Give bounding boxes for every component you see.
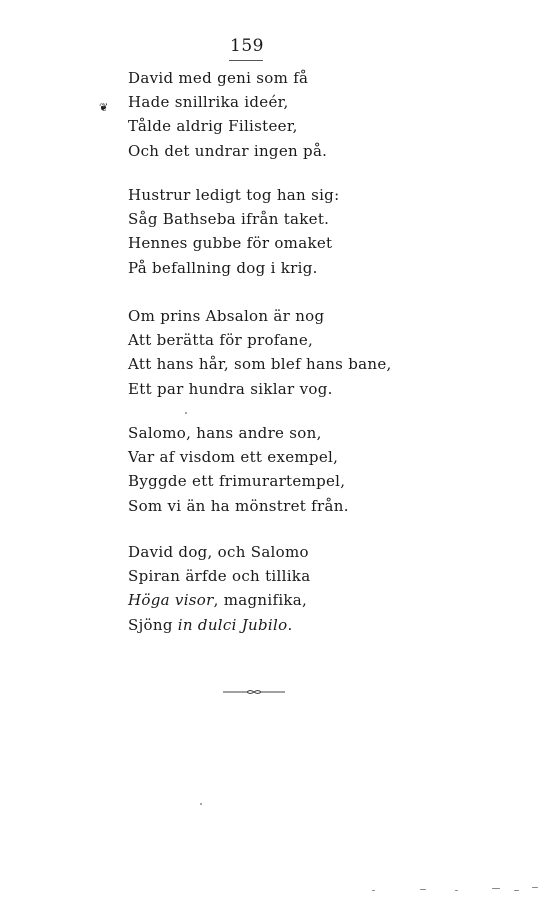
- verse-line: Var af visdom ett exempel,: [128, 448, 339, 467]
- paper-speck: [185, 412, 187, 414]
- verse-line: Spiran ärfde och tillika: [128, 567, 311, 586]
- page-number-underline: [229, 60, 263, 61]
- verse-line: Salomo, hans andre son,: [128, 424, 322, 442]
- paper-speck: [492, 888, 500, 889]
- verse-line: Hade snillrika ideér,: [128, 93, 289, 112]
- verse-line: Hustrur ledigt tog han sig:: [128, 186, 340, 204]
- verse-line: Tålde aldrig Filisteer,: [128, 117, 298, 136]
- verse-line: Ett par hundra siklar vog.: [128, 379, 333, 398]
- italic-phrase: in dulci Jubilo: [177, 615, 288, 634]
- verse-line-start: Sjöng: [128, 615, 178, 634]
- verse-line: Att hans hår, som blef hans bane,: [128, 355, 392, 374]
- margin-ornament: ❦: [99, 101, 109, 114]
- end-ornament-rule: [223, 689, 285, 695]
- verse-line: David dog, och Salomo: [128, 543, 309, 561]
- verse-line: Byggde ett frimurartempel,: [128, 472, 346, 491]
- stanza-2: [128, 183, 339, 280]
- verse-line-rest: , magnifika,: [213, 591, 308, 610]
- paper-speck: [532, 887, 538, 888]
- stanza-4: [128, 421, 349, 518]
- verse-line: David med geni som få: [128, 69, 309, 87]
- stanza-1: [128, 66, 327, 163]
- paper-speck: [372, 890, 375, 891]
- verse-line: [128, 613, 310, 637]
- stanza-3: [128, 304, 392, 401]
- verse-line: Om prins Absalon är nog: [128, 307, 325, 325]
- paper-speck: [514, 890, 519, 891]
- verse-line-end: .: [287, 615, 293, 634]
- stanza-5: [128, 540, 310, 637]
- verse-line: Att berätta för profane,: [128, 331, 314, 350]
- paper-speck: [420, 889, 426, 890]
- verse-line: Såg Bathseba ifrån taket.: [128, 210, 330, 229]
- verse-line: På befallning dog i krig.: [128, 258, 318, 277]
- verse-line: Hennes gubbe för omaket: [128, 234, 333, 253]
- paper-speck: [200, 803, 202, 805]
- page-number: 159: [230, 36, 264, 56]
- verse-line: [128, 588, 310, 612]
- verse-line: Och det undrar ingen på.: [128, 141, 328, 160]
- paper-speck: [455, 890, 458, 891]
- italic-phrase: Höga visor: [128, 591, 214, 610]
- verse-line: Som vi än ha mönstret från.: [128, 496, 349, 515]
